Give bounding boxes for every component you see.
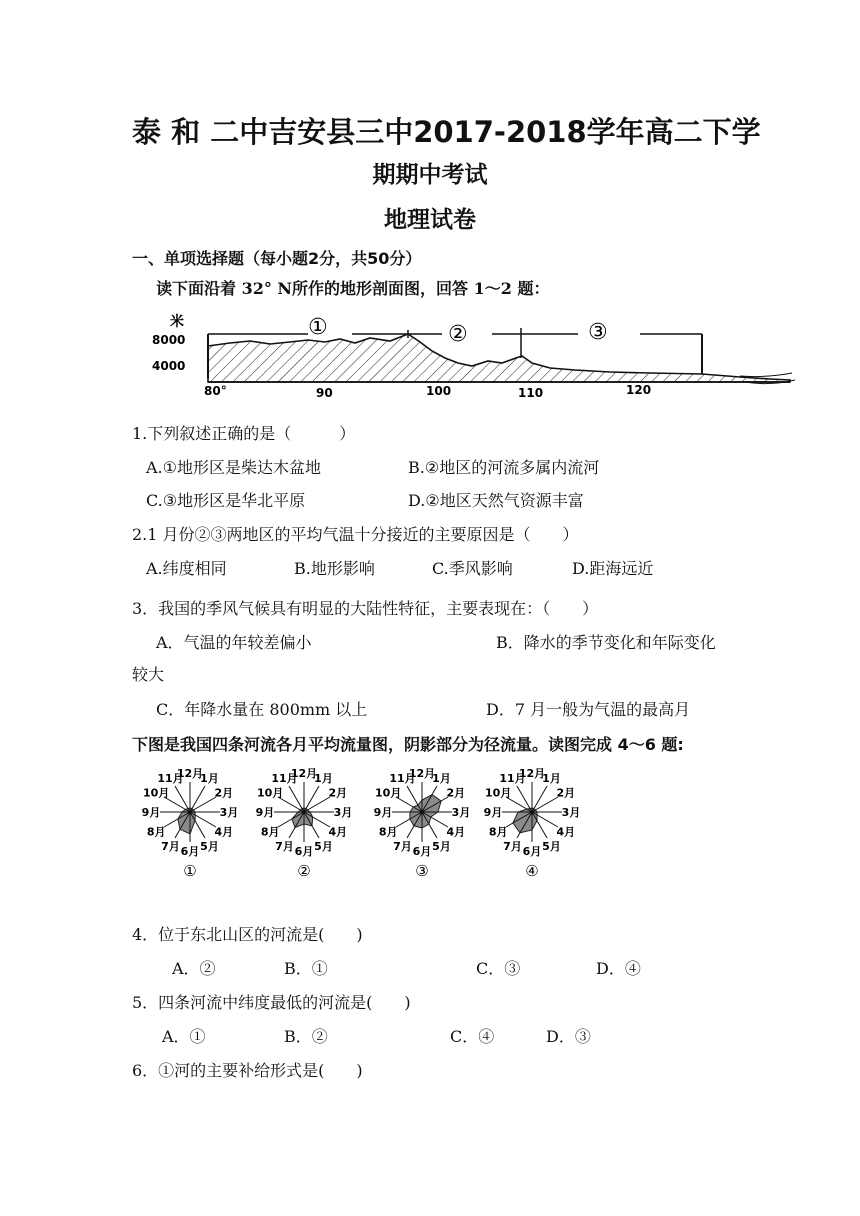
rose-month-label: 7月 [503,839,522,853]
rose-month-label: 11月 [499,772,526,786]
rose-month-label: 2月 [214,786,234,800]
rose-diagram-4 [484,767,581,880]
rose-month-label: 1月 [200,772,219,786]
profile-x-tick-120: 120 [626,383,652,397]
question-4: 4．位于东北山区的河流是( ) [132,925,363,944]
rose-month-label: 12月 [290,767,318,780]
rose-month-label: 6月 [522,845,542,858]
rose-month-label: 11月 [157,772,184,786]
rose-month-label: 4月 [214,825,234,839]
rose-diagram-3 [374,767,471,880]
q1-option-c: C.③地形区是华北平原 [146,491,306,510]
q4-option-c: C．③ [476,959,521,978]
q4-option-b: B．① [284,959,328,978]
rose-month-label: 2月 [328,786,348,800]
rose-month-label: 10月 [257,786,284,800]
rose-month-label: 4月 [328,825,348,839]
rose-diagram-label: ③ [415,862,429,880]
profile-x-tick-100: 100 [426,384,452,398]
question-6: 6．①河的主要补给形式是( ) [132,1061,363,1080]
page-title-line2: 期期中考试 [372,162,488,188]
rose-diagram-label: ① [183,862,197,880]
rose-month-label: 9月 [373,806,393,819]
q3-option-d: D．7 月一般为气温的最高月 [486,700,691,719]
q3-option-a: A．气温的年较差偏小 [156,633,312,652]
q5-option-a: A．① [162,1027,206,1046]
rose-month-label: 11月 [271,772,298,786]
q1-option-d: D.②地区天然气资源丰富 [408,491,584,510]
rose-month-label: 2月 [446,786,466,800]
rose-month-label: 3月 [561,806,581,819]
q2-option-b: B.地形影响 [294,559,375,578]
rose-month-label: 8月 [146,825,166,839]
rose-month-label: 10月 [143,786,170,800]
rose-month-label: 11月 [389,772,416,786]
profile-x-tick-110: 110 [518,386,544,400]
page-subtitle: 地理试卷 [384,207,476,233]
river-flow-rose-diagrams [132,764,582,884]
rose-month-label: 10月 [485,786,512,800]
profile-region-1: ① [308,315,328,340]
rose-month-label: 12月 [518,767,546,780]
profile-unit: 米 [170,314,184,330]
rose-month-label: 9月 [255,806,275,819]
rose-diagram-1 [142,767,239,880]
rose-month-label: 6月 [180,845,200,858]
q2-option-d: D.距海远近 [572,559,654,578]
rose-diagram-label: ② [297,862,311,880]
profile-y-tick-8000: 8000 [152,333,186,347]
terrain-profile-figure [150,306,800,402]
rose-month-label: 8月 [488,825,508,839]
q4-option-a: A．② [172,959,216,978]
rose-month-label: 8月 [378,825,398,839]
rose-month-label: 5月 [432,839,451,853]
q5-option-d: D．③ [546,1027,591,1046]
profile-y-tick-4000: 4000 [152,359,186,373]
rose-month-label: 3月 [333,806,353,819]
rose-month-label: 9月 [141,806,161,819]
section-heading: 一、单项选择题（每小题2分，共50分） [132,249,422,268]
profile-region-2: ② [448,322,468,347]
q3-option-b-continued: 较大 [132,665,165,684]
rose-month-label: 4月 [556,825,576,839]
rose-month-label: 10月 [375,786,402,800]
rose-month-label: 1月 [314,772,333,786]
rose-month-label: 5月 [200,839,219,853]
profile-x-tick-80: 80° [204,384,227,398]
rose-month-label: 8月 [260,825,280,839]
rose-month-label: 1月 [432,772,451,786]
q3-option-c: C．年降水量在 800mm 以上 [156,700,368,719]
intro-q1-2: 读下面沿着 32° N所作的地形剖面图，回答 1～2 题： [156,279,550,298]
rose-month-label: 7月 [161,839,180,853]
q5-option-c: C．④ [450,1027,495,1046]
rose-month-label: 3月 [219,806,239,819]
rose-month-label: 12月 [408,767,436,780]
intro-q4-6: 下图是我国四条河流各月平均流量图，阴影部分为径流量。读图完成 4～6 题: [132,735,684,754]
rose-month-label: 3月 [451,806,471,819]
rose-month-label: 1月 [542,772,561,786]
rose-month-label: 6月 [294,845,314,858]
rose-month-label: 2月 [556,786,576,800]
rose-diagram-2 [256,767,353,880]
q2-option-c: C.季风影响 [432,559,513,578]
q1-option-b: B.②地区的河流多属内流河 [408,458,600,477]
rose-month-label: 12月 [176,767,204,780]
q3-option-b: B．降水的季节变化和年际变化 [496,633,716,652]
question-5: 5．四条河流中纬度最低的河流是( ) [132,993,411,1012]
profile-x-tick-90: 90 [316,386,333,400]
question-2: 2.1 月份②③两地区的平均气温十分接近的主要原因是（ ） [132,525,579,544]
rose-month-label: 5月 [542,839,561,853]
rose-diagram-label: ④ [525,862,539,880]
rose-month-label: 6月 [412,845,432,858]
q5-option-b: B．② [284,1027,328,1046]
question-3: 3．我国的季风气候具有明显的大陆性特征，主要表现在：（ ） [132,599,599,618]
profile-region-3: ③ [588,320,608,345]
rose-month-label: 5月 [314,839,333,853]
q2-option-a: A.纬度相同 [146,559,227,578]
rose-month-label: 7月 [393,839,412,853]
question-1: 1.下列叙述正确的是（ ） [132,424,356,443]
q4-option-d: D．④ [596,959,641,978]
rose-month-label: 4月 [446,825,466,839]
rose-month-label: 9月 [483,806,503,819]
rose-month-label: 7月 [275,839,294,853]
page-title: 泰 和 二中吉安县三中2017-2018学年高二下学 [132,115,761,149]
q1-option-a: A.①地形区是柴达木盆地 [146,458,321,477]
